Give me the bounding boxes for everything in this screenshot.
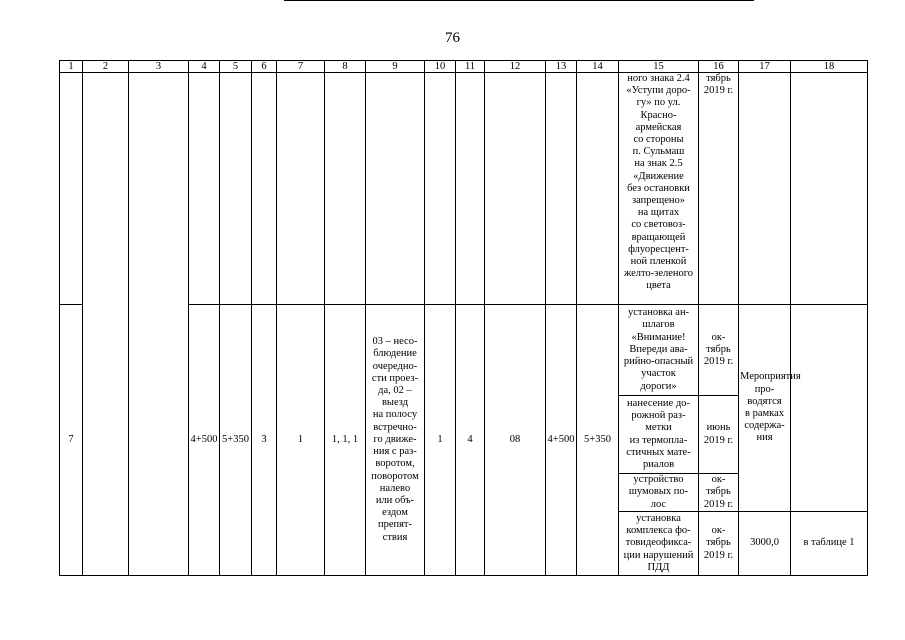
- table-row: [60, 73, 868, 305]
- col-header: 12: [485, 61, 546, 73]
- col-header: 1: [60, 61, 83, 73]
- term-cell: тябрь 2019 г.: [699, 73, 739, 305]
- cell-col11: 4: [456, 305, 485, 576]
- col-header: 16: [699, 61, 739, 73]
- cell-empty: [485, 73, 546, 305]
- col-header: 15: [619, 61, 699, 73]
- cell-empty: [456, 73, 485, 305]
- measure-cell: установка комплекса фо- товидеофикса- ции нарушений ПДД: [619, 512, 699, 576]
- measure-cell: устройство шумовых по- лос: [619, 474, 699, 512]
- cell-col8: 1, 1, 1: [325, 305, 366, 576]
- measure-cell: ного знака 2.4 «Уступи доро- гу» по ул. Красно- армейская со стороны п. Сульмаш на знак 2.5 «Движение без остановки запрещено» на щитах со световоз- вращающей флуоресцент- ной пленкой желто-зеленого цвета: [619, 73, 699, 305]
- cell-col13: 4+500: [546, 305, 577, 576]
- note-cell: в таблице 1: [791, 512, 868, 576]
- col-header: 4: [189, 61, 220, 73]
- term-cell: ок- тябрь 2019 г.: [699, 512, 739, 576]
- cell-col14: 5+350: [577, 305, 619, 576]
- col-header: 13: [546, 61, 577, 73]
- cell-empty: [129, 73, 189, 576]
- column-number-row: [60, 61, 868, 73]
- col-header: 11: [456, 61, 485, 73]
- cell-empty: [425, 73, 456, 305]
- col-header: 6: [252, 61, 277, 73]
- row-number: 7: [60, 305, 83, 576]
- term-cell: ок- тябрь 2019 г.: [699, 474, 739, 512]
- top-rule: [284, 0, 754, 1]
- col-header: 8: [325, 61, 366, 73]
- col-header: 7: [277, 61, 325, 73]
- col-header: 10: [425, 61, 456, 73]
- cell-empty: [577, 73, 619, 305]
- cell-empty: [739, 73, 791, 305]
- violation-types: 03 – несо- блюдение очередно- сти проез- да, 02 – выезд на полосу встречно- го движе- ния с раз- воротом, поворотом налево или объ- ездом препят- ствия: [366, 305, 425, 576]
- term-cell: июнь 2019 г.: [699, 396, 739, 474]
- col-header: 9: [366, 61, 425, 73]
- measures-table: [59, 60, 868, 576]
- cell-col12: 08: [485, 305, 546, 576]
- col-header: 2: [83, 61, 129, 73]
- col-header: 18: [791, 61, 868, 73]
- cell-empty: [791, 73, 868, 305]
- cell-km-start: 4+500: [189, 305, 220, 576]
- maintenance-note: Мероприятия про- водятся в рамках содержа- ния: [739, 305, 791, 512]
- cell-empty: [366, 73, 425, 305]
- col-header: 5: [220, 61, 252, 73]
- cell-empty: [277, 73, 325, 305]
- cost-cell: 3000,0: [739, 512, 791, 576]
- cell-col10: 1: [425, 305, 456, 576]
- cell-empty: [325, 73, 366, 305]
- measure-cell: нанесение до- рожной раз- метки из термопла- стичных мате- риалов: [619, 396, 699, 474]
- col-header: 17: [739, 61, 791, 73]
- col-header: 14: [577, 61, 619, 73]
- cell-col7: 1: [277, 305, 325, 576]
- cell-empty: [252, 73, 277, 305]
- cell-empty: [189, 73, 220, 305]
- cell-empty: [220, 73, 252, 305]
- term-cell: ок- тябрь 2019 г.: [699, 305, 739, 396]
- measure-cell: установка ан- шлагов «Внимание! Впереди ава- рийно-опасный участок дороги»: [619, 305, 699, 396]
- col-header: 3: [129, 61, 189, 73]
- cell-col6: 3: [252, 305, 277, 576]
- cell-empty: [60, 73, 83, 305]
- cell-empty: [83, 73, 129, 576]
- cell-km-end: 5+350: [220, 305, 252, 576]
- cell-empty: [791, 305, 868, 512]
- page-number: 76: [445, 30, 460, 46]
- cell-empty: [546, 73, 577, 305]
